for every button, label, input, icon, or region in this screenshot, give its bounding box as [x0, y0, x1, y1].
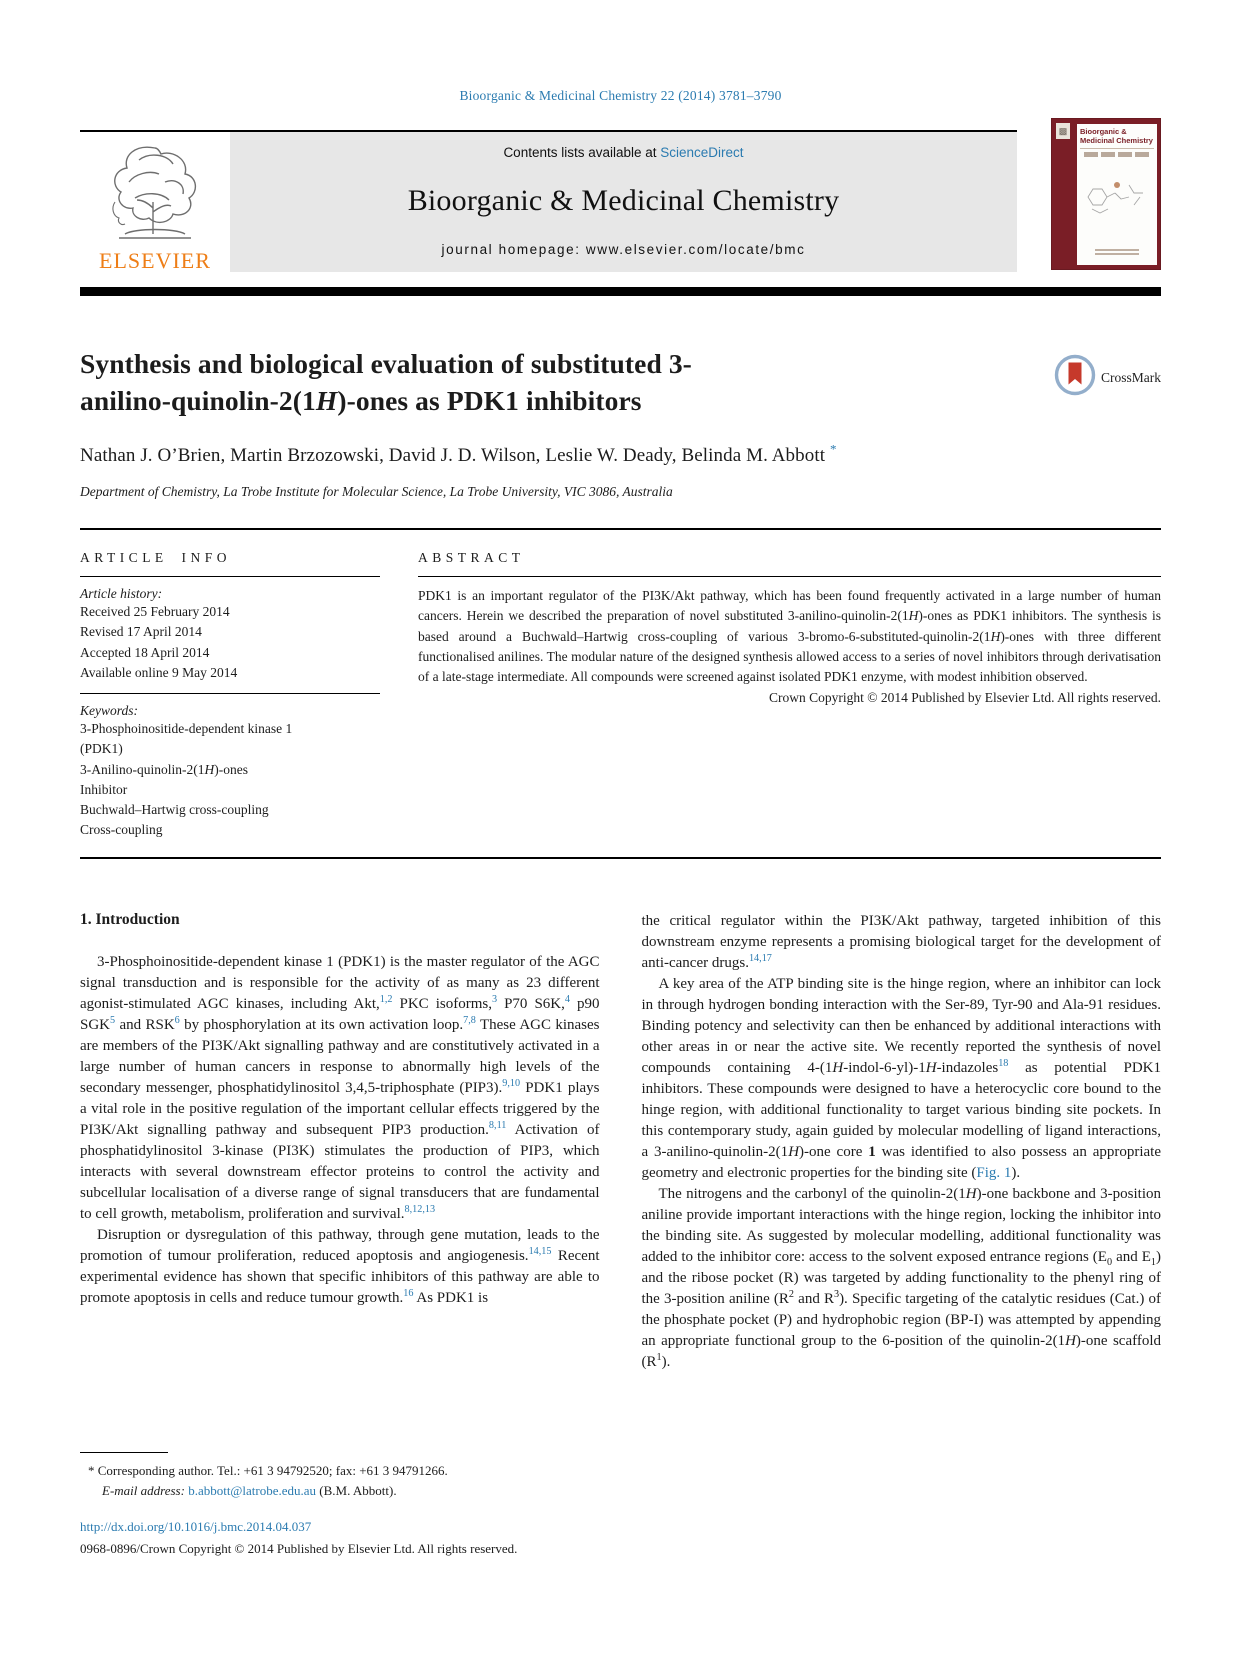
journal-citation: Bioorganic & Medicinal Chemistry 22 (2014) 3781–3790	[459, 88, 782, 103]
issn-copyright-line: 0968-0896/Crown Copyright © 2014 Published by Elsevier Ltd. All rights reserved.	[80, 1541, 518, 1557]
authors-line: Nathan J. O’Brien, Martin Brzozowski, David J. D. Wilson, Leslie W. Deady, Belinda M. Abbott *	[80, 441, 837, 467]
journal-header	[80, 126, 1161, 274]
history-item: Accepted 18 April 2014	[80, 644, 210, 660]
abstract-rule	[418, 576, 1161, 577]
affiliation-line: Department of Chemistry, La Trobe Institute for Molecular Science, La Trobe University, VIC 3086, Australia	[80, 484, 673, 500]
title-block	[80, 346, 1161, 500]
article-info-rule	[80, 576, 380, 577]
body-columns	[80, 911, 1161, 1373]
abstract-copyright: Crown Copyright © 2014 Published by Elsevier Ltd. All rights reserved.	[769, 690, 1161, 706]
keyword-item: Inhibitor	[80, 781, 128, 797]
keywords-list	[80, 719, 380, 841]
article-title: Synthesis and biological evaluation of substituted 3-anilino-quinolin-2(1H)-ones as PDK1 inhibitors	[80, 348, 692, 416]
intro-paragraph: the critical regulator within the PI3K/Akt pathway, targeted inhibition of this downstream enzyme represents a promising biological target for the development of anti-cancer drugs.$^{14,17}$	[641, 912, 1161, 971]
crossmark-badge[interactable]	[1054, 354, 1161, 401]
intro-paragraph: 3-Phosphoinositide-dependent kinase 1 (PDK1) is the master regulator of the AGC signal transduction and is responsible for the activity of as many as 23 different agonist-stimulated AGC kinases, including Akt,$^{1,2}$ PKC isoforms,$^3$ P70 S6K,$^4$ p90 SGK$^5$ and RSK$^6$ by phosphorylation at its own activation loop.$^{7,8}$ These AGC kinases are members of the PI3K/Akt signalling pathway and are constitutively activated in a large number of human cancers in response to abnormally high levels of the secondary messenger, phosphatidylinositol 3,4,5-triphosphate (PIP3).$^{9,10}$ PDK1 plays a vital role in the positive regulation of the important cellular effects triggered by the PI3K/Akt signalling pathway and subsequent PIP3 production.$^{8,11}$ Activation of phosphatidylinositol 3-kinase (PI3K) stimulates the production of PIP3, which interacts with several downstream effector proteins to control the activity and subcellular localisation of a diverse range of signal transducers that are fundamental to cell growth, metabolism, proliferation and survival.$^{8,12,13}$	[80, 953, 600, 1222]
footnote-email-line: E-mail address: b.abbott@latrobe.edu.au (B.M. Abbott).	[102, 1483, 397, 1499]
article-history-label: Article history:	[80, 586, 163, 602]
header-divider-bar	[80, 287, 1161, 296]
keyword-item: (PDK1)	[80, 741, 123, 757]
footnote-rule	[80, 1452, 168, 1453]
bottom-block	[80, 1516, 517, 1560]
cover-chemistry-art	[1080, 175, 1154, 219]
abstract-column	[418, 542, 1161, 841]
elsevier-wordmark: ELSEVIER	[99, 248, 211, 273]
left-column	[80, 911, 600, 1373]
article-info-mid-rule	[80, 693, 380, 694]
cover-panel	[1077, 124, 1157, 265]
corresponding-author-footnote	[80, 1452, 610, 1501]
info-section	[80, 530, 1161, 857]
history-item: Available online 9 May 2014	[80, 664, 238, 680]
elsevier-logo[interactable]	[80, 132, 230, 274]
footnote-contact: * Corresponding author. Tel.: +61 3 94792520; fax: +61 3 94791266.	[88, 1463, 448, 1478]
contents-line	[240, 145, 1007, 160]
cover-rule	[1080, 148, 1154, 149]
sciencedirect-link[interactable]: ScienceDirect	[660, 145, 744, 160]
keyword-item: 3-Phosphoinositide-dependent kinase 1	[80, 721, 293, 737]
article-history-list	[80, 602, 380, 683]
crossmark-label: CrossMark	[1101, 369, 1161, 385]
keyword-item: 3-Anilino-quinolin-2(1H)-ones	[80, 761, 248, 777]
journal-banner	[230, 132, 1017, 272]
right-column	[642, 911, 1162, 1373]
intro-paragraph: The nitrogens and the carbonyl of the quinolin-2(1H)-one backbone and 3-position aniline provide important interactions with the hinge region, locking the inhibitor into the binding site. As suggested by molecular modelling, additional functionality was added to the inhibitor core: access to the solvent exposed entrance regions ($E_0$ and $E_1$) and the ribose pocket (R) was targeted by adding functionality to the phenyl ring of the 3-position aniline ($R^2$ and $R^3$). Specific targeting of the catalytic residues (Cat.) of the phosphate pocket (P) and hydrophobic region (BP-I) was attempted by appending an appropriate functional group to the 6-position of the quinolin-2(1H)-one scaffold $(R^1)$.	[641, 1185, 1161, 1370]
article-info-heading: ARTICLE INFO	[80, 550, 232, 566]
article-info-column	[80, 542, 380, 841]
intro-paragraph: A key area of the ATP binding site is the hinge region, where an inhibitor can lock in through hydrogen bonding interaction with the Ser-89, Tyr-90 and Ala-91 residues. Binding potency and selectivity can then be enhanced by additional interactions with other areas in or near the active site. We recently reported the synthesis of novel compounds containing 4-(1H-indol-6-yl)-1H-indazoles$^{18}$ as potential PDK1 inhibitors. These compounds were designed to have a heterocyclic core bound to the hinge region, with additional functionality to target various binding site pockets. In this contemporary study, again guided by molecular modelling of ligand interactions, a 3-anilino-quinolin-2(1H)-one core 1 was identified to also possess an appropriate geometry and electronic properties for the binding site (Fig. 1).	[641, 975, 1161, 1181]
history-item: Received 25 February 2014	[80, 604, 230, 620]
intro-paragraph: Disruption or dysregulation of this pathway, through gene mutation, leads to the promotion of tumour proliferation, reduced apoptosis and angiogenesis.$^{14,15}$ Recent experimental evidence has shown that specific inhibitors of this pathway are able to promote apoptosis in cells and reduce tumour growth.$^{16}$ As PDK1 is	[80, 1226, 600, 1306]
keyword-item: Buchwald–Hartwig cross-coupling	[80, 802, 269, 818]
abstract-heading: ABSTRACT	[418, 550, 525, 566]
doi-link[interactable]: http://dx.doi.org/10.1016/j.bmc.2014.04.037	[80, 1519, 312, 1534]
keyword-item: Cross-coupling	[80, 822, 163, 838]
section-heading-introduction: 1. Introduction	[80, 910, 180, 928]
cover-footer-bars	[1087, 247, 1147, 257]
cover-title: Bioorganic & Medicinal Chemistry	[1080, 127, 1153, 145]
journal-homepage-link[interactable]: journal homepage: www.elsevier.com/locate/bmc	[441, 242, 806, 257]
journal-title: Bioorganic & Medicinal Chemistry	[407, 184, 840, 217]
cover-subtitle-bars	[1084, 152, 1150, 157]
cover-elsevier-mini-logo: ▩	[1056, 123, 1070, 139]
history-item: Revised 17 April 2014	[80, 624, 202, 640]
abstract-text: PDK1 is an important regulator of the PI3K/Akt pathway, which has been found frequently activated in a large number of human cancers. Herein we described the preparation of novel substituted 3-anilino-quinolin-2(1H)-ones as PDK1 inhibitors. The synthesis is based around a Buchwald–Hartwig cross-coupling of various 3-bromo-6-substituted-quinolin-2(1H)-ones with three different functionalised anilines. The modular nature of the designed synthesis allowed access to a series of novel inhibitors through derivatisation of a late-stage intermediate. All compounds were screened against isolated PDK1 enzyme, with modest inhibition observed.	[418, 588, 1162, 685]
crossmark-icon	[1054, 354, 1096, 401]
journal-cover-thumbnail[interactable]	[1051, 118, 1161, 270]
keywords-label: Keywords:	[80, 703, 138, 719]
rule-below-info	[80, 857, 1161, 859]
contents-prefix: Contents lists available at	[503, 145, 661, 160]
header-main	[80, 130, 1017, 274]
elsevier-tree-icon	[105, 142, 205, 246]
